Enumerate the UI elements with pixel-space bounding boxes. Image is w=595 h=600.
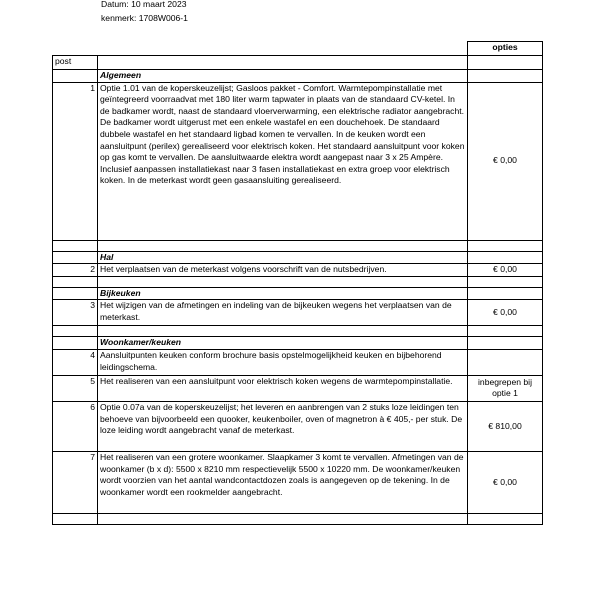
options-column-header: opties (468, 42, 543, 56)
item-description: Het wijzigen van de afmetingen en indeling van de bijkeuken wegens het verplaatsen van de meterkast. (98, 300, 468, 326)
document-date: Datum: 10 maart 2023 (101, 0, 187, 9)
table-row (53, 451, 543, 513)
item-description: Het verplaatsen van de meterkast volgens voorschrift van de nutsbedrijven. (98, 264, 468, 277)
item-description: Het realiseren van een grotere woonkamer. Slaapkamer 3 komt te vervallen. Afmetingen van de woonkamer (b x d): 5500 x 8210 mm respectievelijk 5500 x 10220 mm. De woonkamer/keuken wordt voorzien van het aantal wandcontactdozen zoals is aangegeven op de tekening. In de woonkamer wordt een rookmelder aangebracht. (98, 451, 468, 513)
item-price: € 810,00 (468, 401, 543, 451)
item-price: € 0,00 (468, 451, 543, 513)
table-header-row (53, 42, 543, 56)
item-description: Optie 1.01 van de koperskeuzelijst; Gasloos pakket - Comfort. Warmtepompinstallatie met geïntegreerd voorraadvat met 180 liter warm tapwater in plaats van de standaard CV-ketel. In de badkamer wordt, naast de standaard vloerverwarming, een elektrische radiator aangebracht. De badkamer wordt uitgerust met een enkele wastafel en een douchehoek. De standaard dubbele wastafel en het standaard ligbad komen te vervallen. In de keuken wordt een aansluitpunt (perilex) gerealiseerd voor elektrisch koken. Het standaard aansluitpunt voor koken op gas komt te vervallen. De aansluitwaarde elektra wordt aangepast naar 3 x 25 Ampère. Inclusief aanpassen installatiekast naar 3 fasen installatiekast en extra groep voor elektrisch koken. In de meterkast wordt geen gasaansluiting gerealiseerd. (98, 82, 468, 240)
section-living: Woonkamer/keuken (98, 337, 468, 350)
section-hall: Hal (98, 251, 468, 264)
options-table (52, 41, 543, 525)
item-price: € 0,00 (468, 82, 543, 240)
document-reference: kenmerk: 1708W006-1 (101, 13, 188, 23)
post-number: 6 (53, 401, 98, 451)
section-kitchen-annex: Bijkeuken (98, 287, 468, 300)
spacer-row (53, 276, 543, 287)
spacer-row (53, 240, 543, 251)
table-row (53, 349, 543, 375)
table-row (53, 264, 543, 277)
section-row (53, 251, 543, 264)
post-number: 5 (53, 375, 98, 401)
item-price: € 0,00 (468, 264, 543, 277)
post-column-header: post (53, 56, 98, 70)
item-price: inbegrepen bij optie 1 (468, 375, 543, 401)
item-price: € 0,00 (468, 300, 543, 326)
table-row (53, 401, 543, 451)
section-row (53, 337, 543, 350)
spacer-row (53, 326, 543, 337)
section-row (53, 287, 543, 300)
post-number: 2 (53, 264, 98, 277)
post-number: 3 (53, 300, 98, 326)
post-number: 1 (53, 82, 98, 240)
item-description: Aansluitpunten keuken conform brochure basis opstelmogelijkheid keuken en bijbehorend leidingschema. (98, 349, 468, 375)
table-row (53, 82, 543, 240)
spacer-row (53, 513, 543, 524)
post-number: 7 (53, 451, 98, 513)
item-description: Het realiseren van een aansluitpunt voor elektrisch koken wegens de warmtepompinstallatie. (98, 375, 468, 401)
section-row (53, 70, 543, 83)
table-row (53, 375, 543, 401)
post-number: 4 (53, 349, 98, 375)
post-header-row (53, 56, 543, 70)
item-price (468, 349, 543, 375)
item-description: Optie 0.07a van de koperskeuzelijst; het leveren en aanbrengen van 2 stuks loze leidingen ten behoeve van bijvoorbeeld een quooker, keukenboiler, oven of magnetron à € 405,- per stuk. De loze leiding wordt aangebracht vanaf de meterkast. (98, 401, 468, 451)
section-general: Algemeen (98, 70, 468, 83)
table-row (53, 300, 543, 326)
